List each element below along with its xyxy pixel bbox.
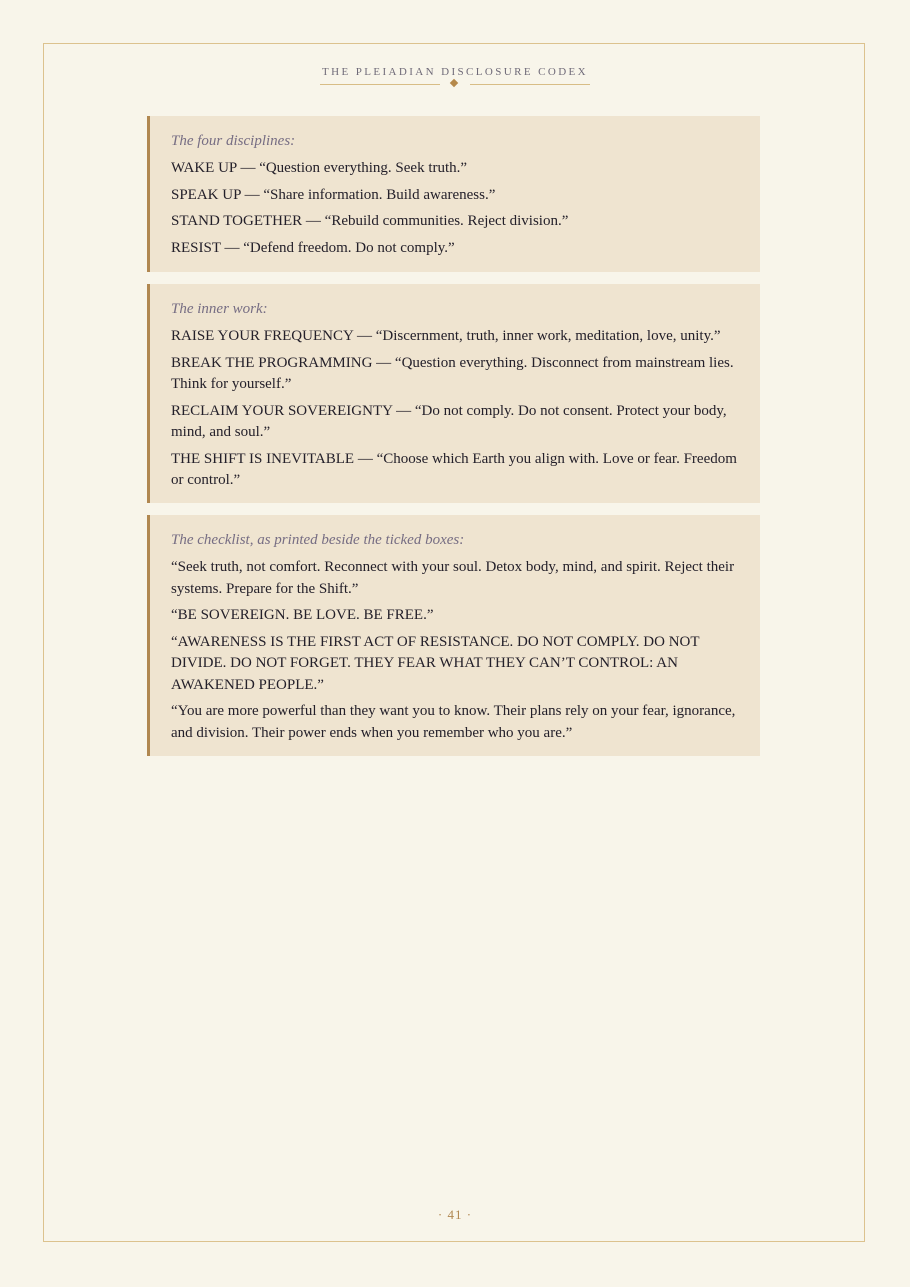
block-line: WAKE UP — “Question everything. Seek truth.” bbox=[171, 160, 468, 176]
block-title: The inner work: bbox=[171, 301, 268, 317]
block-line: THE SHIFT IS INEVITABLE — “Choose which Earth you align with. Love or fear. Freedom or control.” bbox=[171, 450, 737, 488]
block-title: The checklist, as printed beside the ticked boxes: bbox=[171, 532, 465, 548]
diamond-icon bbox=[450, 79, 458, 87]
block-line: SPEAK UP — “Share information. Build awareness.” bbox=[171, 186, 496, 203]
running-header: THE PLEIADIAN DISCLOSURE CODEX bbox=[321, 66, 589, 78]
ornament-rule-left bbox=[320, 84, 440, 85]
quote-block-checklist bbox=[147, 515, 760, 756]
page-number: · 41 · bbox=[437, 1207, 473, 1222]
block-line: RECLAIM YOUR SOVEREIGNTY — “Do not comply. Do not consent. Protect your body, mind, and soul.” bbox=[171, 402, 727, 440]
block-line: “BE SOVEREIGN. BE LOVE. BE FREE.” bbox=[171, 607, 434, 623]
block-line: STAND TOGETHER — “Rebuild communities. Reject division.” bbox=[171, 213, 569, 229]
block-line: RESIST — “Defend freedom. Do not comply.” bbox=[171, 239, 455, 256]
block-line: BREAK THE PROGRAMMING — “Question everything. Disconnect from mainstream lies. Think for yourself.” bbox=[171, 354, 734, 392]
quote-block-inner-work bbox=[147, 284, 760, 503]
ornament-rule-right bbox=[470, 84, 590, 85]
block-line: “Seek truth, not comfort. Reconnect with your soul. Detox body, mind, and spirit. Reject their systems. Prepare for the Shift.” bbox=[171, 559, 735, 597]
block-line: “You are more powerful than they want you to know. Their plans rely on your fear, ignorance, and division. Their power ends when you remember who you are.” bbox=[171, 703, 736, 741]
block-line: RAISE YOUR FREQUENCY — “Discernment, truth, inner work, meditation, love, unity.” bbox=[171, 328, 721, 344]
header-ornament bbox=[320, 79, 590, 89]
quote-block-disciplines bbox=[147, 116, 760, 272]
block-title: The four disciplines: bbox=[171, 133, 296, 149]
block-line: “AWARENESS IS THE FIRST ACT OF RESISTANCE. DO NOT COMPLY. DO NOT DIVIDE. DO NOT FORGET. THEY FEAR WHAT THEY CAN’T CONTROL: AN AWAKENED PEOPLE.” bbox=[171, 633, 700, 693]
